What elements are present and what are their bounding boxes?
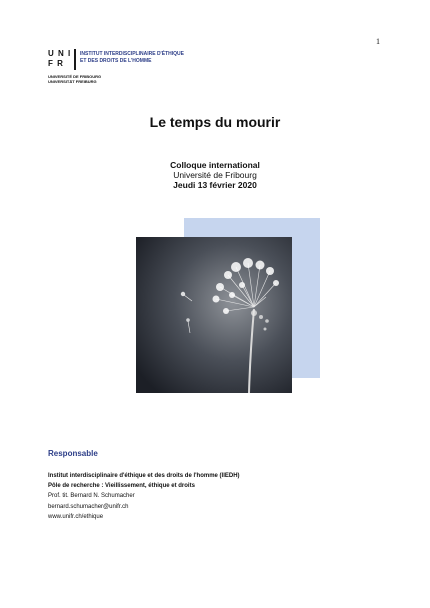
contact-email[interactable]: bernard.schumacher@unifr.ch bbox=[48, 503, 129, 510]
logo-divider bbox=[74, 49, 76, 70]
logo-letters: U N I F R bbox=[48, 49, 72, 68]
document-title: Le temps du mourir bbox=[149, 114, 281, 130]
event-date: Jeudi 13 février 2020 bbox=[173, 180, 257, 190]
institute-name: INSTITUT INTERDISCIPLINAIRE D'ÉTHIQUE ET DES DROITS DE L'HOMME bbox=[80, 51, 184, 64]
contact-person: Prof. tit. Bernard N. Schumacher bbox=[48, 493, 135, 500]
university-name: UNIVERSITÉ DE FRIBOURG UNIVERSITÄT FREIBURG bbox=[48, 74, 102, 84]
dandelion-photo bbox=[136, 237, 292, 393]
contact-block bbox=[48, 471, 240, 522]
event-location: Université de Fribourg bbox=[173, 170, 257, 180]
event-details bbox=[0, 160, 430, 190]
section-heading-responsable: Responsable bbox=[48, 449, 98, 458]
contact-website[interactable]: www.unifr.ch/ethique bbox=[48, 513, 104, 520]
page-number: 1 bbox=[376, 37, 380, 46]
event-type: Colloque international bbox=[170, 160, 260, 170]
contact-pole: Pôle de recherche : Vieillissement, éthique et droits bbox=[48, 483, 195, 490]
contact-institute: Institut interdisciplinaire d'éthique et des droits de l'homme (IIEDH) bbox=[48, 473, 240, 479]
